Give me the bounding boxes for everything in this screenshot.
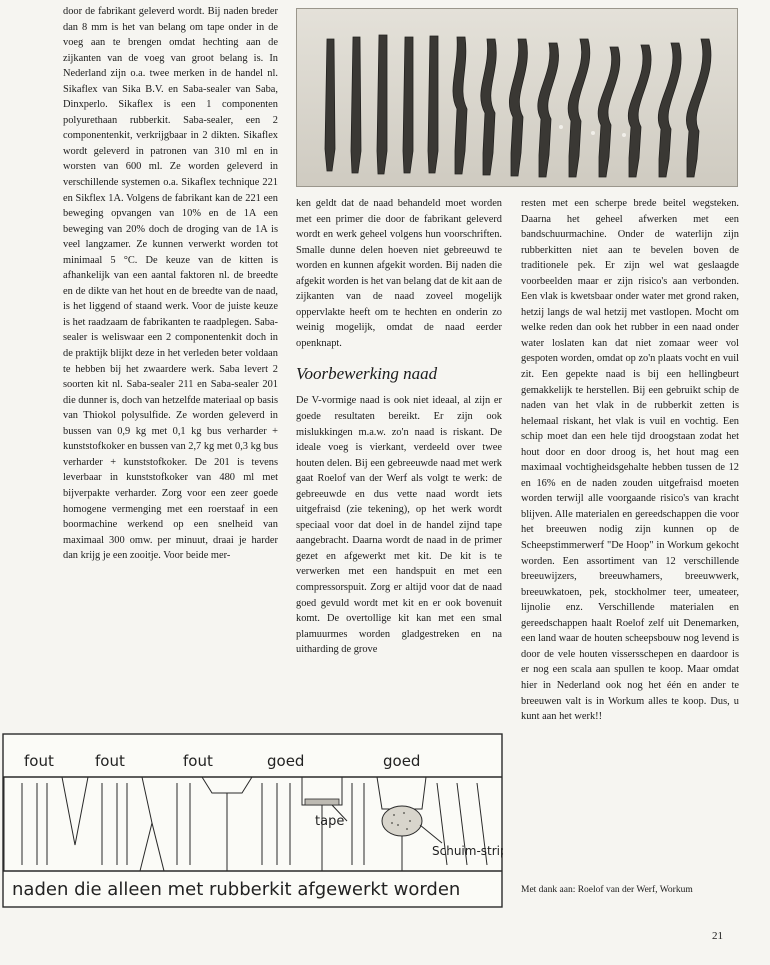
sketch-tape-label: tape: [315, 814, 345, 829]
caulking-irons-illustration: [297, 9, 737, 186]
column-3: [521, 196, 739, 725]
sketch-label-4: goed: [267, 752, 305, 770]
sketch-caption: naden die alleen met rubberkit afgewerkt worden: [12, 879, 461, 900]
acknowledgement: Met dank aan: Roelof van der Werf, Workum: [521, 885, 693, 895]
page-number: 21: [712, 930, 723, 942]
seam-sketch: [2, 733, 503, 908]
sketch-label-1: fout: [24, 752, 54, 770]
sketch-label-5: goed: [383, 752, 421, 770]
column-1: [63, 4, 278, 564]
column-2-text-intro: ken geldt dat de naad behandeld moet worden met een primer die door de fabrikant geleverd wordt en werk geheel volgens hun voorschriften. Smalle dunne delen hoeven niet gebreeuwd te worden en kunnen afgekit worden. Bij naden die afgekit worden is het van belang dat de kit aan de zijkanten van de naad zoveel mogelijk oppervlakte heeft om te hechten en onderin zo weinig mogelijk, omdat de naad eerder openknapt.: [296, 198, 503, 349]
sketch-label-3: fout: [183, 752, 213, 770]
column-1-text: door de fabrikant geleverd wordt. Bij naden breder dan 8 mm is het van belang om tape onder in de voeg aan te brengen omdat hechting aan de zijkanten van de voeg van groot belang is. In Nederland zijn o.a. twee merken in de handel nl. Sikaflex van Sika B.V. en Saba-sealer van Saba, Dinxperlo. Sikaflex is een 1 componenten polyurethaan rubberkit. Saba-sealer, een 2 componentenkit, verkrijgbaar in 2 dikten. Sikaflex wordt geleverd in patronen van 310 ml en in worsten van 600 ml. Ze worden geleverd in verschillende systemen o.a. Sikaflex technique 221 en Sikflex 1A. Volgens de fabrikant kan de 221 een beweging opvangen van 10% en de 1A een beweging van 20% doch de droging van de 1A is veel langzamer. Ze kunnen verwerkt worden tot minimaal 5 °C. De keuze van de kitten is afhankelijk van een aantal faktoren nl. de breedte en de dikte van het hout en de breedte van de naad, is het liggend of staand werk. Voor de juiste keuze is het raadzaam de fabrikanten te raadplegen. Saba-sealer is weliswaar een 2 componentenkit doch in de praktijk blijkt deze in het verleden beter voldaan te hebben bij het zwaardere werk. Saba levert 2 soorten kit nl. Saba-sealer 211 en Saba-sealer 201 die dunner is, doch van hetzelfde materiaal op basis van Thiokol polysulfide. Ze worden geleverd in bussen van 0,9 kg met 0,1 kg bus verharder + kunststofkoker en bussen van 2,7 kg met 0,3 kg bus verharder + kunststofkoker. De 201 is tevens leverbaar in kunststofkoker van 480 ml met bijverpakte verharder. Zorg voor een zeer goede homogene vermenging met een roerstaaf in een boormachine werkend op een snelheid van maximaal 300 omw. per minuut, draai je harder dan krijg je een zooitje. Voor beide mer-: [63, 6, 279, 562]
column-3-text: resten met een scherpe brede beitel wegsteken. Daarna het geheel afwerken met een bandschuurmachine. Onder de waterlijn zijn rubberkitten niet aan te bevelen boven de traditionele pek. Er zijn wel wat geslaagde voorbeelden maar er zijn risico's aan verbonden. Een vlak is kwetsbaar onder water met grond raken, hetzij langs de wal hetzij met vastlopen. Mocht om welke reden dan ook het rubber in een naad onder water loslaten kan dat niet zomaar weer vol gespoten worden, omdat op zo'n plaats vocht en vuil zit. Een gepekte naad is bij een hellingbeurt gemakkelijk te herstellen. Bij een gebruikt schip de naden van het vlak in de rubberkit zetten is helemaal riskant, het vlak is vuil en vochtig. Een schip moet dan een hele tijd droogstaan zodat het hout door en door droog is, het hout mag een maximaal vochtigheidsgehalte hebben tussen de 12 en 16% en de naden zouden uitgefraisd moeten worden terwijl alle voorgaande risico's van kracht blijven. Alle materialen en gereedschappen die voor het breeuwen nodig zijn kunnen op de Scheepstimmerwerf "De Hoop" in Workum gekocht worden. Een assortiment van 12 verschillende breeuwijzers, breeuwhamers, breeuwwerk, breeuwkatoen, pek, stockholmer teer, umeateer, lijnolie enz. Verschillende materialen en gereedschappen haalt Roelof zelf uit Denemarken, een land waar de houten scheepsbouw nog levend is door de vele houten vissersschepen en daardoor is er nog een scala aan spullen te koop. Maar omdat hier in Nederland ook nog het één en ander te breeuwen valt is in Workum alles te koop. Dus, u kunt aan het werk!!: [521, 198, 740, 723]
column-2: [296, 196, 502, 658]
sketch-label-2: fout: [95, 752, 125, 770]
section-heading: Voorbewerking naad: [296, 364, 438, 384]
seam-sketch-drawing: [2, 733, 503, 908]
sketch-foam-label: Schuim-strip: [432, 844, 503, 858]
column-2-text-main: De V-vormige naad is ook niet ideaal, al zijn er goede resultaten bereikt. Er zijn ook mislukkingen m.a.w. zo'n naad is riskant. De ideale voeg is vierkant, verdeeld over twee houten delen. Bij een gebreeuwde naad met werk gaat Roelof van der Werf als volgt te werk: de gebreeuwde en dus vette naad wordt iets uitgefraisd (zie tekening), op het werk wordt speciaal voor dat doel in de handel zijnd tape aangebracht. Daarna wordt de naad in de primer gezet en afgewerkt met kit. De kit is te verwerken met een handspuit en met een compressorspuit. Zorg er altijd voor dat de naad goed gevuld wordt met kit en er ook bovenuit komt. De overtollige kit kan met een smal plamuurmes worden gladgestreken en na uitharding de grove: [296, 395, 502, 656]
caulking-irons-photo: [296, 8, 738, 187]
